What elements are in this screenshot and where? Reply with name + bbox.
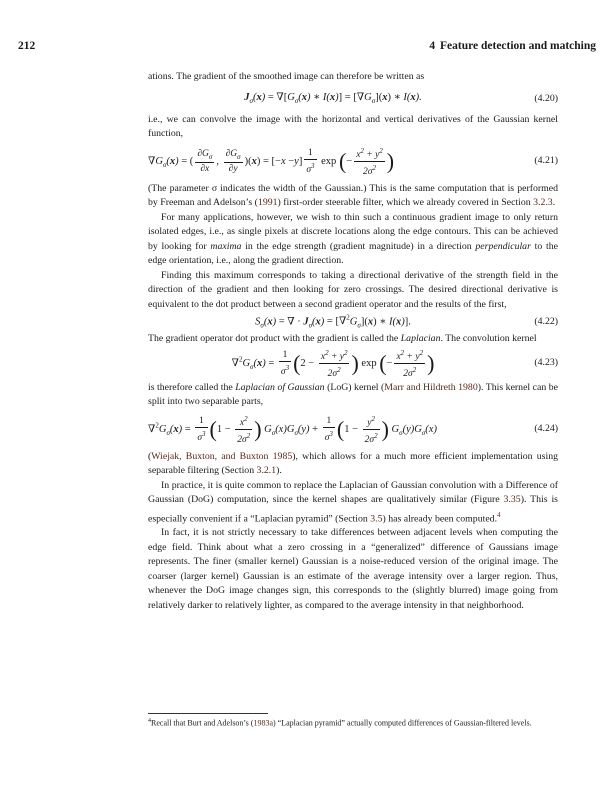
citation-link[interactable]: 1991: [257, 197, 278, 208]
equation-number: (4.24): [534, 423, 558, 435]
footnote-rule: [148, 713, 268, 714]
equation-number: (4.20): [534, 93, 558, 105]
paragraph: ations. The gradient of the smoothed image can therefore be written as: [148, 71, 425, 82]
equation-number: (4.21): [534, 155, 558, 167]
paragraph: (The parameter σ indicates the width of the Gaussian.) This is the same computation that is performed by Freeman and Adelson’s (1991) first-order steerable filter, which we already covered in Section 3.2.3.: [148, 182, 558, 208]
equation-math: $\nabla^2G_\sigma(x)$ = $\frac{1}{\sigma^3}$ (1 − $\frac{x^2}{2\sigma^2}$ ) $G_\sigma(x)G_\sigma(y)$ + $\frac{1}{\sigma^3}$ (1 − $\frac{y^2}{2\sigma^2}$ ) $G_\sigma(y)G_\sigma(x)$: [148, 414, 437, 446]
page-number: 212: [18, 40, 36, 52]
citation-link[interactable]: Marr and Hildreth 1980: [384, 381, 478, 393]
equation-4-21: [148, 142, 558, 182]
paragraph: (Wiejak, Buxton, and Buxton 1985), which allows for a much more efficient implementation using separable filtering (Section 3.2.1).: [148, 450, 558, 476]
equation-math: $S_\sigma(x)$ = ∇ · $J_\sigma(x) = [\nabla^2G_\sigma](x)$ ∗ I(x)].: [255, 313, 411, 330]
equation-math: $\nabla G_\sigma(x)$ = ( $\frac{\partial G_\sigma}{\partial x}$ , $\frac{\partial G_\sigma}{\partial y}$ )(x) = [−x −y] $\frac{1}{\sigma^3}$ exp (− $\frac{x^2 + y^2}{2\sigma^2}$ ): [148, 146, 395, 178]
paragraph: In fact, it is not strictly necessary to take differences between adjacent levels when computing the edge field. Think about what a zero crossing in a “generalized” difference of Gaussians image represents. The finer (smaller kernel) Gaussian is a noise-reduced version of the original image. The coarser (larger kernel) Gaussian is an estimate of the average intensity over a larger region. Thus, whenever the DoG image changes sign, this corresponds to the (slightly blurred) image going from relatively darker to relatively lighter, as compared to the average intensity in that neighborhood.: [148, 527, 558, 611]
section-link[interactable]: 3.5: [370, 512, 383, 524]
footnote: $^4$Recall that Burt and Adelson’s (1983a) “Laplacian pyramid” actually computed differences of Gaussian-filtered levels.: [148, 718, 532, 728]
equation-math: $J_\sigma(x) = \nabla[G_\sigma(x)$ ∗ $I(x)] = [\nabla G_\sigma](x)$ ∗ I(x).: [244, 91, 422, 105]
section-link[interactable]: 3.2.1: [256, 465, 277, 476]
footnote-mark: 4: [148, 718, 151, 724]
equation-number: (4.22): [534, 315, 558, 327]
chapter-title: 4 Feature detection and matching: [429, 40, 596, 52]
paragraph: For many applications, however, we wish to thin such a continuous gradient image to only return isolated edges, i.e., as single pixels at discrete locations along the edge contours. This can be achieved by looking for maxima in the edge strength (gradient magnitude) in a direction perpendicular to the edge orientation, i.e., along the gradient direction.: [148, 211, 558, 266]
citation-link[interactable]: 1983a: [253, 718, 273, 728]
paragraph: In practice, it is quite common to replace the Laplacian of Gaussian convolution with a Difference of Gaussian (DoG) computation, since the kernel shapes are qualitatively similar (Figure 3.35). This is especially convenient if a “Laplacian pyramid” (Section 3.5) has already been computed.$^4$: [148, 479, 558, 524]
paragraph: is therefore called the Laplacian of Gaussian (LoG) kernel (Marr and Hildreth 1980). This kernel can be split into two separable parts,: [148, 381, 558, 407]
equation-4-20: [148, 87, 558, 113]
paragraph: i.e., we can convolve the image with the horizontal and vertical derivatives of the Gaussian kernel function,: [148, 113, 558, 139]
paragraph: The gradient operator dot product with the gradient is called the Laplacian. The convolution kernel: [148, 333, 537, 344]
equation-4-22: [148, 312, 558, 332]
running-header: [18, 40, 596, 56]
paragraph: Finding this maximum corresponds to taking a directional derivative of the strength field in the direction of the gradient and then looking for zero crossings. The desired directional derivative is equivalent to the dot product between a second gradient operator and the results of the first,: [148, 269, 558, 310]
equation-4-24: [148, 410, 558, 450]
equation-4-23: [148, 347, 558, 381]
figure-link[interactable]: 3.35: [503, 494, 521, 505]
equation-math: $\nabla^2G_\sigma(x)$ = $\frac{1}{\sigma^3}$ (2 − $\frac{x^2 + y^2}{2\sigma^2}$ ) exp (− $\frac{x^2 + y^2}{2\sigma^2}$ ): [231, 348, 435, 380]
main-text: [148, 70, 558, 613]
section-link[interactable]: 3.2.3: [533, 197, 553, 208]
equation-number: (4.23): [534, 357, 558, 369]
footnote-marker[interactable]: 4: [497, 510, 501, 519]
citation-link[interactable]: Wiejak, Buxton, and Buxton 1985: [151, 450, 293, 462]
